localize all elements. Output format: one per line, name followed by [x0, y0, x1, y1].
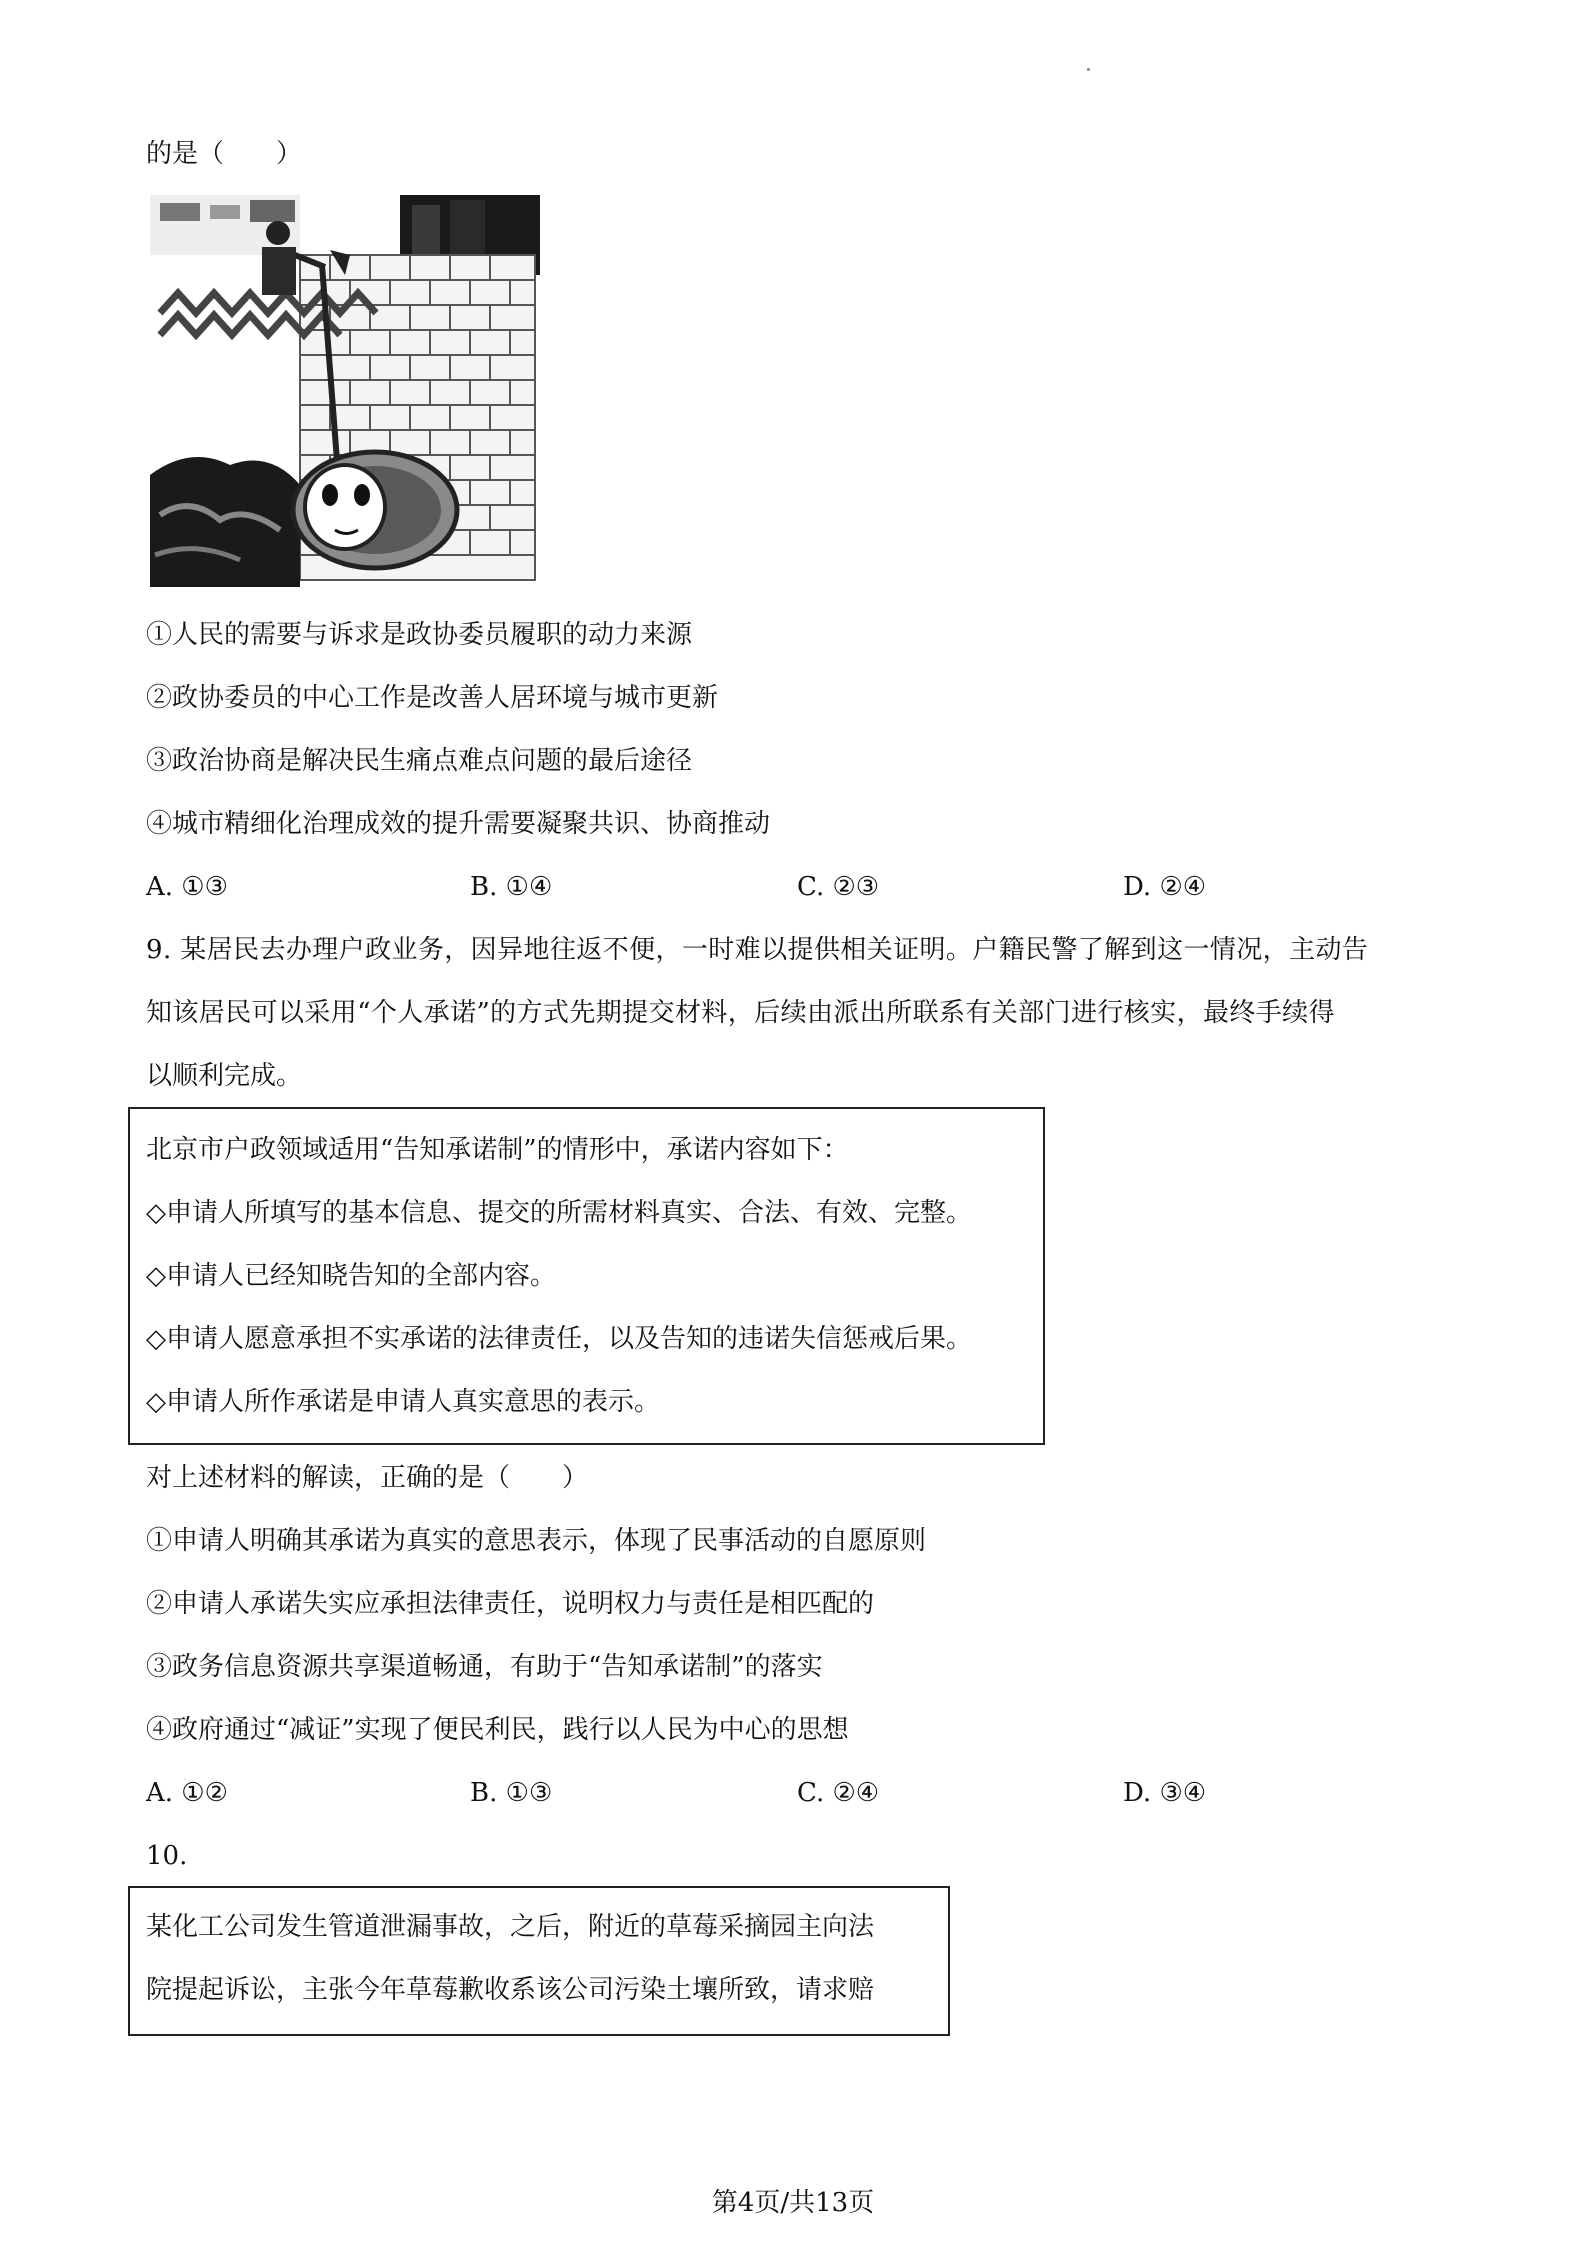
- q10-box-line-1: 某化工公司发生管道泄漏事故，之后，附近的草莓采摘园主向法: [146, 1912, 875, 1942]
- q9-option-2: ②申请人承诺失实应承担法律责任，说明权力与责任是相匹配的: [146, 1589, 875, 1619]
- q10-number: 10.: [146, 1841, 188, 1871]
- q8-choice-d[interactable]: D. ②④: [1123, 872, 1207, 902]
- q9-option-1: ①申请人明确其承诺为真实的意思表示，体现了民事活动的自愿原则: [146, 1526, 927, 1556]
- q8-option-3: ③政治协商是解决民生痛点难点问题的最后途径: [146, 746, 693, 776]
- q8-option-2: ②政协委员的中心工作是改善人居环境与城市更新: [146, 683, 719, 713]
- cartoon-illustration: [150, 195, 540, 587]
- q8-option-4: ④城市精细化治理成效的提升需要凝聚共识、协商推动: [146, 809, 771, 839]
- q9-choice-c[interactable]: C. ②④: [797, 1778, 880, 1808]
- q9-option-4: ④政府通过“减证”实现了便民利民，践行以人民为中心的思想: [146, 1715, 849, 1745]
- q9-choice-b[interactable]: B. ①③: [470, 1778, 553, 1808]
- q9-box-line-4: ◇申请人愿意承担不实承诺的法律责任，以及告知的违诺失信惩戒后果。: [146, 1324, 972, 1354]
- q8-choice-b[interactable]: B. ①④: [470, 872, 553, 902]
- q9-box-line-5: ◇申请人所作承诺是申请人真实意思的表示。: [146, 1387, 660, 1417]
- q9-stem-line-1: 9. 某居民去办理户政业务，因异地往返不便，一时难以提供相关证明。户籍民警了解到这一情况，主动告: [146, 935, 1369, 965]
- q9-box-line-2: ◇申请人所填写的基本信息、提交的所需材料真实、合法、有效、完整。: [146, 1198, 972, 1228]
- q8-choice-a[interactable]: A. ①③: [146, 872, 228, 902]
- q9-question: 对上述材料的解读，正确的是（ ）: [146, 1463, 589, 1493]
- q9-box-line-1: 北京市户政领域适用“告知承诺制”的情形中，承诺内容如下：: [146, 1135, 849, 1165]
- q10-material-box: [128, 1886, 950, 2036]
- scan-speck: [1087, 68, 1090, 71]
- q9-choice-a[interactable]: A. ①②: [146, 1778, 228, 1808]
- q8-stem-tail: 的是（ ）: [146, 139, 303, 169]
- q10-box-line-2: 院提起诉讼，主张今年草莓歉收系该公司污染土壤所致，请求赔: [146, 1975, 875, 2005]
- page-footer: 第4页/共13页: [711, 2188, 875, 2218]
- q8-option-1: ①人民的需要与诉求是政协委员履职的动力来源: [146, 620, 693, 650]
- q9-option-3: ③政务信息资源共享渠道畅通，有助于“告知承诺制”的落实: [146, 1652, 823, 1682]
- q9-box-line-3: ◇申请人已经知晓告知的全部内容。: [146, 1261, 556, 1291]
- q9-stem-line-3: 以顺利完成。: [146, 1061, 303, 1091]
- q9-stem-line-2: 知该居民可以采用“个人承诺”的方式先期提交材料，后续由派出所联系有关部门进行核实，最终手续得: [146, 998, 1335, 1028]
- q9-choice-d[interactable]: D. ③④: [1123, 1778, 1207, 1808]
- q8-choice-c[interactable]: C. ②③: [797, 872, 880, 902]
